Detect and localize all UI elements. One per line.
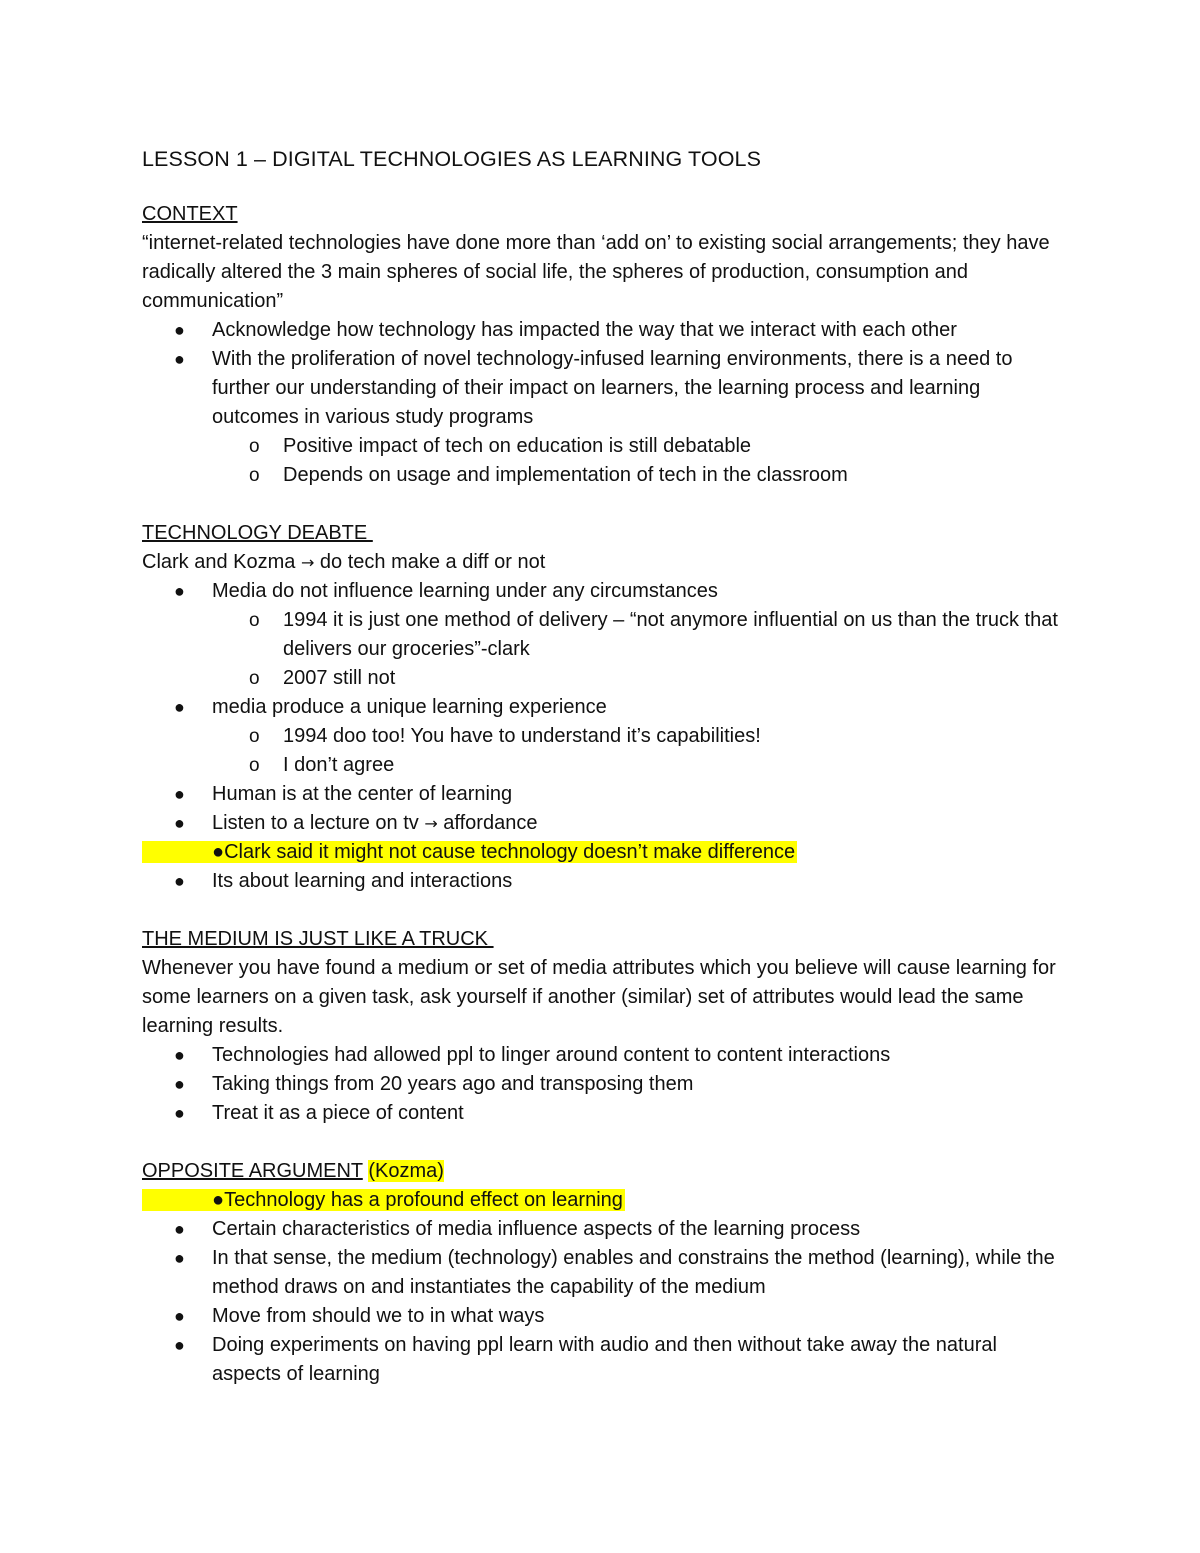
circle-bullet-icon: o xyxy=(249,610,260,631)
debate-intro-text: do tech make a diff or not xyxy=(314,551,546,573)
list-item xyxy=(142,345,1070,490)
sub-list-item-text: 2007 still not xyxy=(283,667,396,689)
context-section xyxy=(142,200,1070,490)
list-item-text: Taking things from 20 years ago and transposing them xyxy=(212,1073,694,1095)
debate-heading: TECHNOLOGY DEABTE xyxy=(142,522,373,544)
circle-bullet-icon: o xyxy=(249,465,260,486)
list-item-text: Technologies had allowed ppl to linger around content to content interactions xyxy=(212,1044,891,1066)
sub-list-item xyxy=(212,461,1070,490)
sub-list-item-text: 1994 doo too! You have to understand it’s capabilities! xyxy=(283,725,761,747)
context-bullet-list xyxy=(142,316,1070,490)
debate-sub-list xyxy=(212,722,1070,780)
context-sub-list xyxy=(212,432,1070,490)
list-item xyxy=(142,1331,1070,1389)
opposite-section xyxy=(142,1157,1070,1389)
truck-bullet-list xyxy=(142,1041,1070,1128)
list-item xyxy=(142,316,1070,345)
circle-bullet-icon: o xyxy=(249,755,260,776)
circle-bullet-icon: o xyxy=(249,668,260,689)
opposite-heading-line xyxy=(142,1157,1070,1186)
list-item-text: Its about learning and interactions xyxy=(212,870,513,892)
bullet-icon: ● xyxy=(174,349,185,369)
bullet-icon: ● xyxy=(174,581,185,601)
sub-list-item-text: Depends on usage and implementation of tech in the classroom xyxy=(283,464,848,486)
list-item xyxy=(142,693,1070,780)
highlight-mark xyxy=(142,1189,625,1211)
circle-bullet-icon: o xyxy=(249,436,260,457)
list-item-text xyxy=(212,812,537,834)
list-item xyxy=(142,867,1070,896)
list-item-text: With the proliferation of novel technology-infused learning environments, there is a need to further our understanding of their impact on learners, the learning process and learning outcomes in various study programs xyxy=(212,348,1013,428)
list-item-text: Media do not influence learning under any circumstances xyxy=(212,580,718,602)
truck-section xyxy=(142,925,1070,1128)
sub-list-item xyxy=(212,751,1070,780)
list-item-text-part: Listen to a lecture on tv xyxy=(212,812,425,834)
opposite-heading-note: (Kozma) xyxy=(368,1160,444,1182)
bullet-icon: ● xyxy=(174,1335,185,1355)
list-item xyxy=(142,1099,1070,1128)
bullet-icon: ● xyxy=(174,1103,185,1123)
bullet-icon: ● xyxy=(174,697,185,717)
truck-heading: THE MEDIUM IS JUST LIKE A TRUCK xyxy=(142,928,494,950)
highlighted-list-item xyxy=(142,838,1070,867)
bullet-icon: ● xyxy=(174,1045,185,1065)
opposite-heading: OPPOSITE ARGUMENT xyxy=(142,1160,363,1182)
list-item-text: Move from should we to in what ways xyxy=(212,1305,545,1327)
list-item-text: In that sense, the medium (technology) enables and constrains the method (learning), while the method draws on and instantiates the capability of the medium xyxy=(212,1247,1055,1298)
list-item-text: media produce a unique learning experience xyxy=(212,696,607,718)
bullet-icon: ● xyxy=(212,1189,225,1211)
debate-intro-text: Clark and Kozma xyxy=(142,551,301,573)
bullet-icon: ● xyxy=(174,320,185,340)
sub-list-item xyxy=(212,664,1070,693)
circle-bullet-icon: o xyxy=(249,726,260,747)
bullet-icon: ● xyxy=(174,784,185,804)
sub-list-item-text: Positive impact of tech on education is still debatable xyxy=(283,435,752,457)
highlight-mark xyxy=(142,841,797,863)
bullet-icon: ● xyxy=(174,1306,185,1326)
context-heading: CONTEXT xyxy=(142,203,238,225)
document-title: LESSON 1 – DIGITAL TECHNOLOGIES AS LEARNING TOOLS xyxy=(142,147,762,171)
list-item-text: Human is at the center of learning xyxy=(212,783,513,805)
sub-list-item xyxy=(212,432,1070,461)
list-item-text: Acknowledge how technology has impacted the way that we interact with each other xyxy=(212,319,957,341)
sub-list-item xyxy=(212,606,1070,664)
list-item xyxy=(142,577,1070,693)
sub-list-item xyxy=(212,722,1070,751)
list-item-text: Clark said it might not cause technology doesn’t make difference xyxy=(224,841,796,863)
sub-list-item-text: 1994 it is just one method of delivery – “not anymore influential on us than the truck that delivers our groceries”-clark xyxy=(283,609,1058,660)
bullet-icon: ● xyxy=(174,813,185,833)
list-item xyxy=(142,809,1070,838)
bullet-icon: ● xyxy=(212,841,225,863)
bullet-icon: ● xyxy=(174,871,185,891)
list-item xyxy=(142,1244,1070,1302)
list-item-text: Treat it as a piece of content xyxy=(212,1102,464,1124)
highlighted-list-item xyxy=(142,1186,1070,1215)
list-item-text: Doing experiments on having ppl learn with audio and then without take away the natural aspects of learning xyxy=(212,1334,997,1385)
list-item xyxy=(142,1070,1070,1099)
list-item xyxy=(142,1041,1070,1070)
list-item-text: Certain characteristics of media influence aspects of the learning process xyxy=(212,1218,861,1240)
debate-intro xyxy=(142,548,1070,577)
context-quote: “internet-related technologies have done more than ‘add on’ to existing social arrangements; they have radically altered the 3 main spheres of social life, the spheres of production, consumption and communication” xyxy=(142,232,1050,312)
bullet-icon: ● xyxy=(174,1219,185,1239)
sub-list-item-text: I don’t agree xyxy=(283,754,395,776)
debate-sub-list xyxy=(212,606,1070,693)
bullet-icon: ● xyxy=(174,1074,185,1094)
opposite-bullet-list xyxy=(142,1186,1070,1389)
arrow-right-icon: → xyxy=(300,553,315,572)
debate-bullet-list xyxy=(142,577,1070,896)
debate-section xyxy=(142,519,1070,896)
list-item-text: Technology has a profound effect on learning xyxy=(224,1189,623,1211)
list-item xyxy=(142,1215,1070,1244)
arrow-right-icon: → xyxy=(424,814,438,833)
list-item-text-part: affordance xyxy=(437,812,538,834)
list-item xyxy=(142,780,1070,809)
list-item xyxy=(142,1302,1070,1331)
bullet-icon: ● xyxy=(174,1248,185,1268)
truck-paragraph: Whenever you have found a medium or set of media attributes which you believe will cause learning for some learners on a given task, ask yourself if another (similar) set of attributes would lead the same learning results. xyxy=(142,957,1056,1037)
